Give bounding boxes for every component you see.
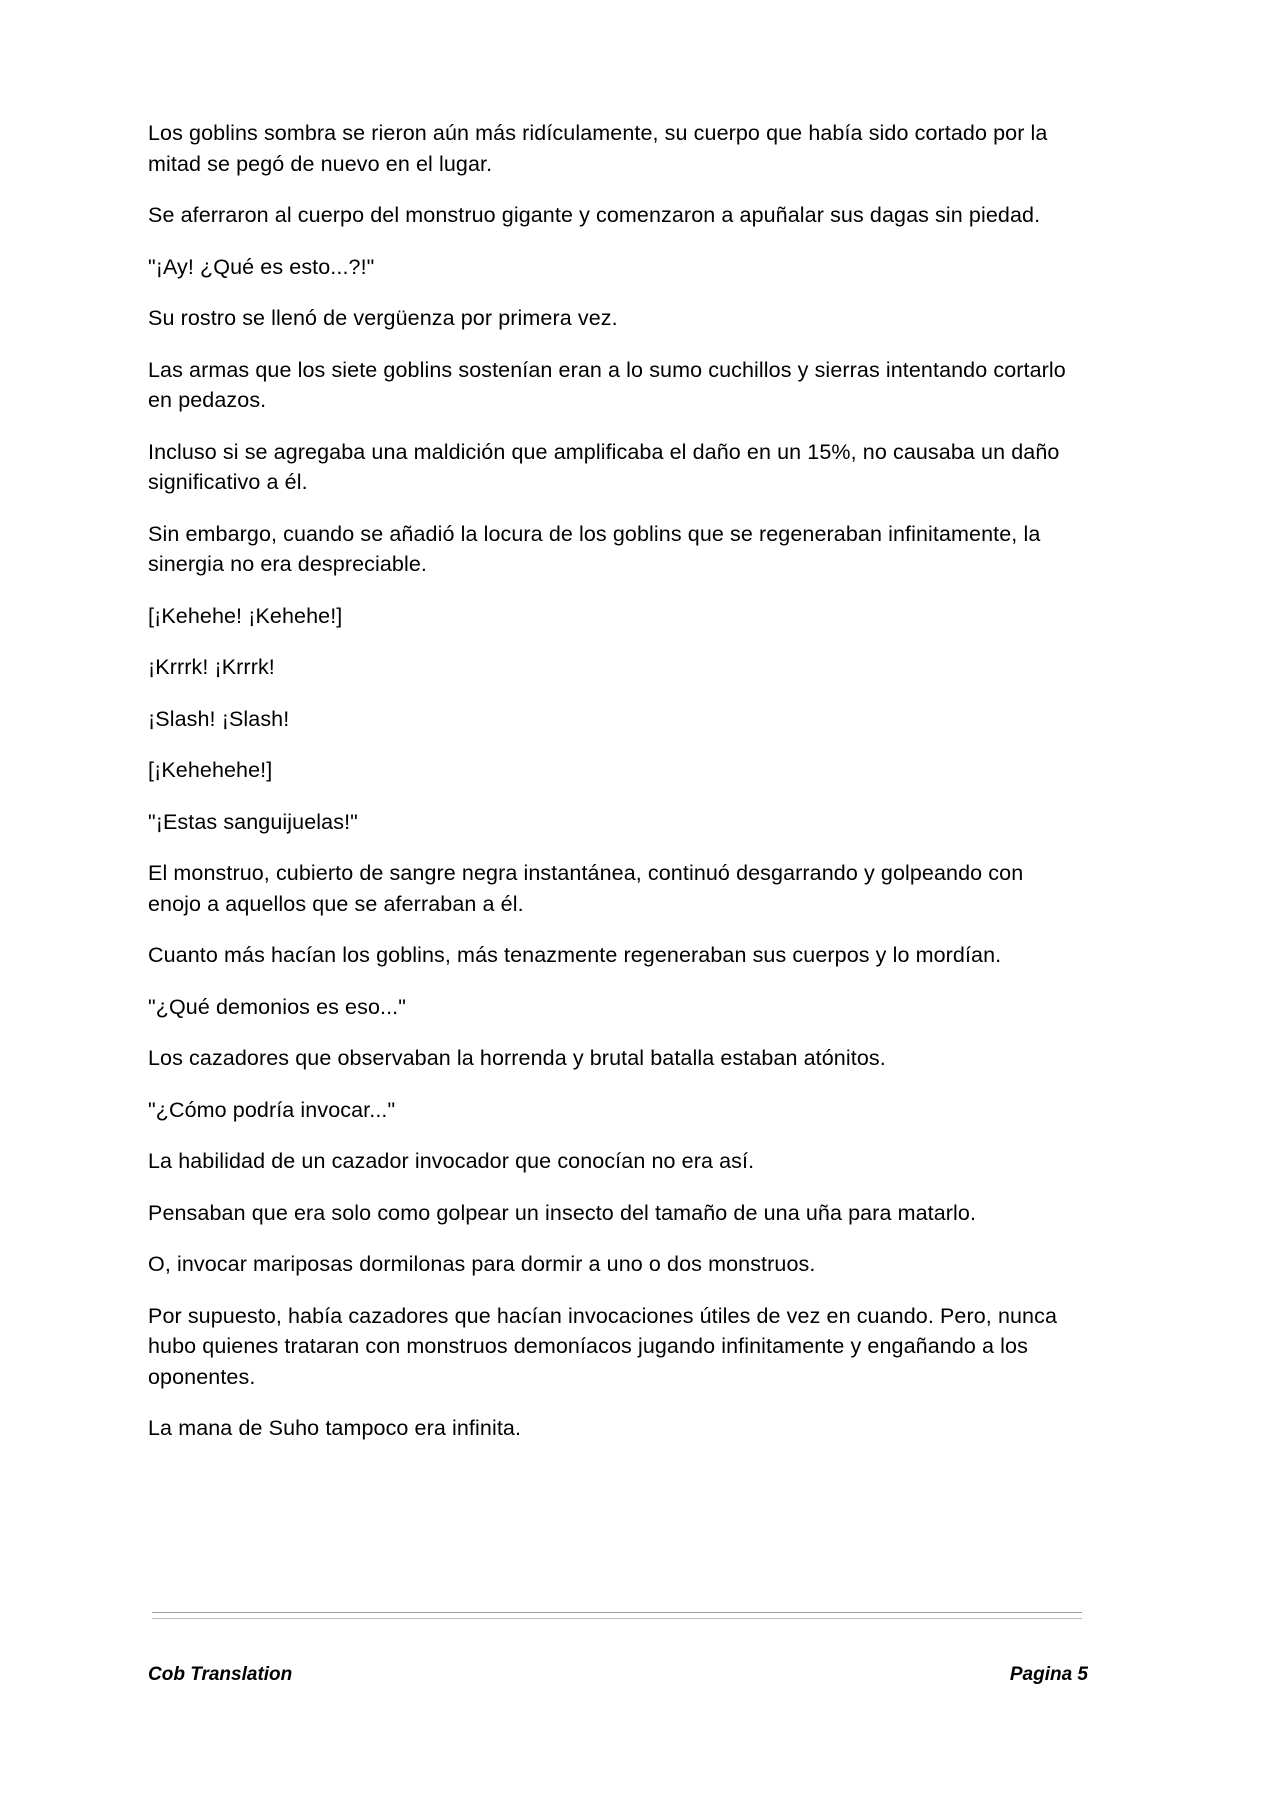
footer-rule-top [152,1612,1082,1613]
page-footer [148,1664,1088,1686]
paragraph: Su rostro se llenó de vergüenza por primera vez. [148,306,618,331]
paragraph: La habilidad de un cazador invocador que conocían no era así. [148,1149,755,1174]
paragraph: ¡Krrrk! ¡Krrrk! [148,655,275,680]
paragraph: "¿Qué demonios es eso..." [148,994,406,1019]
paragraph: Pensaban que era solo como golpear un insecto del tamaño de una uña para matarlo. [148,1200,977,1225]
paragraph: [¡Kehehe! ¡Kehehe!] [148,603,343,628]
paragraph: ¡Slash! ¡Slash! [148,706,290,731]
paragraph: Cuanto más hacían los goblins, más tenazmente regeneraban sus cuerpos y lo mordían. [148,943,1002,968]
paragraph: Los goblins sombra se rieron aún más ridículamente, su cuerpo que había sido cortado por la mitad se pegó de nuevo en el lugar. [148,121,1048,176]
paragraph: El monstruo, cubierto de sangre negra instantánea, continuó desgarrando y golpeando con enojo a aquellos que se aferraban a él. [148,861,1024,916]
footer-page-number: Pagina 5 [1009,1664,1088,1685]
footer-divider [152,1612,1082,1619]
paragraph: "¿Cómo podría invocar..." [148,1097,396,1122]
paragraph: Por supuesto, había cazadores que hacían invocaciones útiles de vez en cuando. Pero, nunca hubo quienes trataran con monstruos demoníacos jugando infinitamente y engañando a los oponentes. [148,1303,1058,1389]
paragraph: La mana de Suho tampoco era infinita. [148,1416,522,1441]
footer-credit: Cob Translation [148,1664,293,1685]
paragraph: Se aferraron al cuerpo del monstruo gigante y comenzaron a apuñalar sus dagas sin piedad. [148,203,1041,228]
paragraph: Incluso si se agregaba una maldición que amplificaba el daño en un 15%, no causaba un daño significativo a él. [148,439,1060,495]
document-body [148,118,1078,1465]
paragraph: "¡Estas sanguijuelas!" [148,809,358,834]
footer-rule-bottom [152,1618,1082,1619]
paragraph: [¡Kehehehe!] [148,758,273,783]
paragraph: Sin embargo, cuando se añadió la locura de los goblins que se regeneraban infinitamente, la sinergia no era despreciable. [148,521,1041,577]
paragraph: O, invocar mariposas dormilonas para dormir a uno o dos monstruos. [148,1252,816,1277]
paragraph: Las armas que los siete goblins sostenían eran a lo sumo cuchillos y sierras intentando cortarlo en pedazos. [148,357,1066,413]
paragraph: Los cazadores que observaban la horrenda y brutal batalla estaban atónitos. [148,1046,886,1071]
paragraph: "¡Ay! ¿Qué es esto...?!" [148,254,375,279]
